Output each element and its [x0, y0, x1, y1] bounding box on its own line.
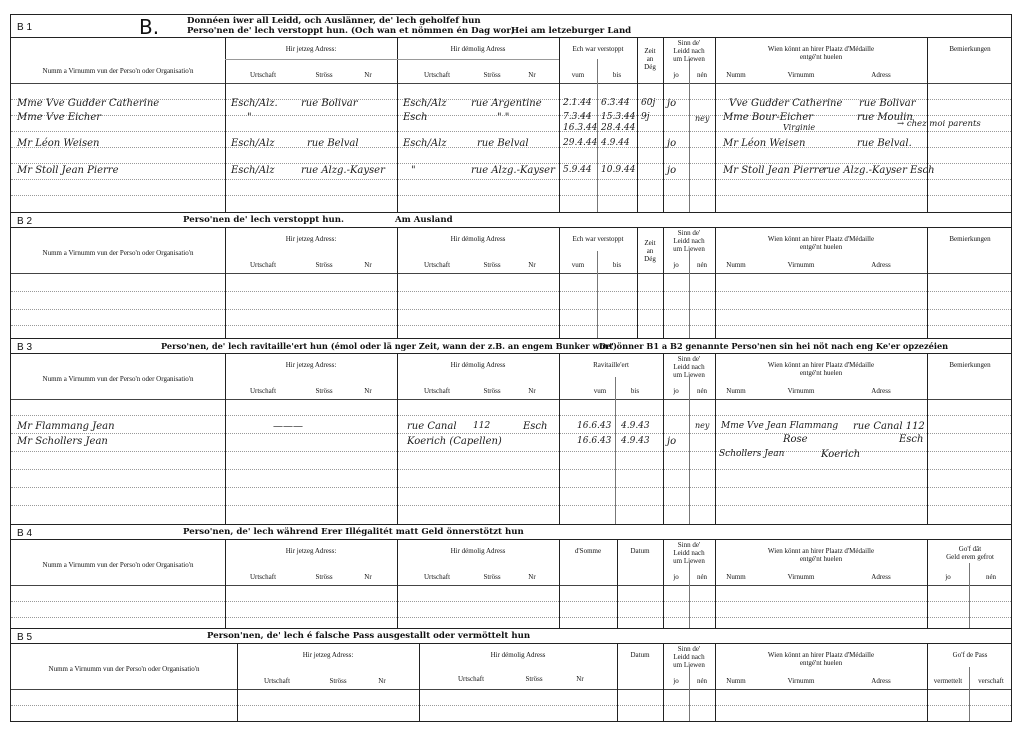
b5-verschaft-header: verschaft	[978, 677, 1004, 685]
b1-row5-from: 5.9.44	[563, 165, 592, 175]
b5-cur-place-header: Urtschaft	[263, 677, 291, 685]
b1-former-address-header: Hir démolig Adress	[450, 45, 506, 53]
b1-old-place-header: Urtschaft	[423, 71, 451, 79]
b5-medal-firstname-header: Virnumm	[787, 677, 815, 685]
b1-sense-header-2: Leidd nach	[673, 47, 705, 55]
section-b3-title-extra: De' önner B1 a B2 genannte Perso'nen sin hei nöt nach eng Ke'er opzezéien	[599, 341, 949, 351]
section-b1-title-line2: Perso'nen de' lech verstoppt hun. (Och wan et nömmen én Dag wor)	[187, 26, 515, 36]
b3-medal-name-header: Numm	[726, 387, 746, 395]
b5-cur-street-header: Ströss	[329, 677, 347, 685]
b2-sense-header-2: Leidd nach	[673, 237, 705, 245]
b5-pass-given-header: Go'f de Pass	[952, 651, 988, 659]
b4-date-header: Datum	[630, 547, 650, 555]
b5-sense-header-2: Leidd nach	[673, 653, 705, 661]
b3-row1-old-place: Esch	[523, 421, 548, 432]
b1-row3-remark: → chez moi parents	[897, 119, 981, 129]
b2-old-street-header: Ströss	[483, 261, 501, 269]
b5-medal-name-header: Numm	[726, 677, 746, 685]
b1-old-street-header: Ströss	[483, 71, 501, 79]
b1-sense-header-3: um Liewen	[673, 55, 705, 63]
b1-row1-medal-address: rue Bolivar	[859, 98, 916, 109]
b1-row2-to: 15.3.44	[601, 112, 636, 122]
b3-sense-header-3: um Liewen	[673, 371, 705, 379]
b3-row1-old-nr: 112	[473, 421, 491, 431]
section-b2-title-extra: Am Ausland	[395, 215, 453, 225]
b1-row4-from: 29.4.44	[563, 138, 598, 148]
b1-from-header: vum	[571, 71, 585, 79]
b1-no-header: nén	[696, 71, 708, 79]
b3-medal-address-header: Adress	[871, 387, 891, 395]
b3-row2-medal-name: Schollers Jean	[719, 449, 785, 459]
b1-time-header-3: Dég	[644, 63, 656, 71]
b3-from-header: vum	[593, 387, 607, 395]
b1-row4-old-street: rue Belval	[477, 138, 529, 149]
section-b5-title: Person'nen, de' lech é falsche Pass ausgestallt oder vermöttelt hun	[207, 631, 531, 641]
b2-medal-name-header: Numm	[726, 261, 746, 269]
b4-sense-header-2: Leidd nach	[673, 549, 705, 557]
b1-cur-street-header: Ströss	[315, 71, 333, 79]
b4-name-header: Numm a Virnumm vun der Perso'n oder Organisatio'n	[42, 561, 194, 569]
b1-row2-old-street: " "	[497, 112, 510, 123]
b1-row1-from: 2.1.44	[563, 98, 592, 108]
b5-no-header: nén	[696, 677, 708, 685]
section-b2-id: B 2	[17, 216, 33, 227]
b1-row1-days: 60j	[641, 98, 656, 108]
section-b1	[10, 14, 1012, 214]
b1-row5-cur-street: rue Alzg.-Kayser	[301, 165, 385, 176]
b3-row1-medal-place: Esch	[899, 434, 924, 445]
b3-cur-place-header: Urtschaft	[249, 387, 277, 395]
b1-row1-yes: jo	[667, 98, 677, 109]
b2-remarks-header: Bemierkungen	[949, 235, 991, 243]
b1-row3-to: 28.4.44	[601, 123, 636, 133]
b3-row1-to: 4.9.43	[621, 421, 650, 431]
b2-sense-header-1: Sinn de'	[677, 229, 701, 237]
b1-row5-cur-place: Esch/Alz	[231, 165, 275, 176]
b4-yes-header: jo	[673, 573, 679, 581]
b4-current-address-header: Hir jetzeg Adress:	[285, 547, 337, 555]
b3-row2-old-street: Koerich (Capellen)	[407, 436, 502, 447]
b1-row5-yes: jo	[667, 165, 677, 176]
b4-cur-place-header: Urtschaft	[249, 573, 277, 581]
b1-row4-old-place: Esch/Alz	[403, 138, 447, 149]
section-b5	[10, 628, 1012, 722]
b3-medal-header-2: entgé'nt huelen	[799, 369, 843, 377]
b1-current-address-header: Hir jetzeg Adress:	[285, 45, 337, 53]
b2-yes-header: jo	[673, 261, 679, 269]
b2-current-address-header: Hir jetzeg Adress:	[285, 235, 337, 243]
b5-old-place-header: Urtschaft	[457, 675, 485, 683]
b1-time-header-1: Zeit	[644, 47, 656, 55]
b5-medal-address-header: Adress	[871, 677, 891, 685]
b2-medal-address-header: Adress	[871, 261, 891, 269]
b4-medal-name-header: Numm	[726, 573, 746, 581]
b3-row1-from: 16.6.43	[577, 421, 612, 431]
section-b3	[10, 338, 1012, 526]
b1-yes-header: jo	[673, 71, 679, 79]
b3-old-nr-header: Nr	[528, 387, 536, 395]
b1-medal-address-header: Adress	[871, 71, 891, 79]
b1-row2-medal-address: rue Moulin	[857, 112, 913, 123]
b1-row5-to: 10.9.44	[601, 165, 636, 175]
b1-row3-medal-firstname: Virginie	[783, 123, 816, 132]
b2-no-header: nén	[696, 261, 708, 269]
b3-medal-firstname-header: Virnumm	[787, 387, 815, 395]
b5-current-address-header: Hir jetzeg Adress:	[302, 651, 354, 659]
section-b3-id: B 3	[17, 342, 33, 353]
b4-sense-header-1: Sinn de'	[677, 541, 701, 549]
b3-old-place-header: Urtschaft	[423, 387, 451, 395]
b5-medal-header-1: Wien könnt an hirer Plaatz d'Médaille	[767, 651, 875, 659]
b5-sense-header-1: Sinn de'	[677, 645, 701, 653]
b1-row4-cur-place: Esch/Alz	[231, 138, 275, 149]
b1-hidden-header: Ech war verstoppt	[572, 45, 624, 53]
b1-row1-to: 6.3.44	[601, 98, 630, 108]
b1-to-header: bis	[612, 71, 622, 79]
b1-cur-place-header: Urtschaft	[249, 71, 277, 79]
b5-old-nr-header: Nr	[576, 675, 584, 683]
b2-name-header: Numm a Virnumm vun der Perso'n oder Organisatio'n	[42, 249, 194, 257]
b2-time-header-1: Zeit	[644, 239, 656, 247]
section-b2-title: Perso'nen de' lech verstoppt hun.	[183, 215, 344, 225]
b1-row1-medal-name: Vve Gudder Catherine	[729, 98, 843, 109]
b3-to-header: bis	[630, 387, 640, 395]
b1-row5-name: Mr Stoll Jean Pierre	[17, 165, 119, 176]
b3-row1-medal-firstname: Rose	[783, 434, 808, 445]
b1-cur-nr-header: Nr	[364, 71, 372, 79]
b4-money-back-header-2: Geld erem gefrot	[946, 553, 994, 561]
b1-row5-medal-name: Mr Stoll Jean Pierre	[723, 165, 825, 176]
b1-sense-header-1: Sinn de'	[677, 39, 701, 47]
b2-sense-header-3: um Liewen	[673, 245, 705, 253]
section-b2	[10, 212, 1012, 340]
b2-hidden-header: Ech war verstoppt	[572, 235, 624, 243]
b1-row2-medal-name: Mme Bour-Eicher	[723, 112, 814, 123]
b1-row4-medal-name: Mr Léon Weisen	[723, 138, 806, 149]
b3-sense-header-2: Leidd nach	[673, 363, 705, 371]
b1-medal-header-1: Wien könnt an hirer Plaatz d'Médaille	[767, 45, 875, 53]
b4-sense-header-3: um Liewen	[673, 557, 705, 565]
b1-row2-old-place: Esch	[403, 112, 428, 123]
form-letter: B.	[139, 15, 160, 39]
section-b4	[10, 524, 1012, 630]
b1-row4-cur-street: rue Belval	[307, 138, 359, 149]
b4-medal-address-header: Adress	[871, 573, 891, 581]
b4-money-back-header-1: Go'f dât	[958, 545, 982, 553]
b1-row1-cur-street: rue Bolivar	[301, 98, 358, 109]
b5-old-street-header: Ströss	[525, 675, 543, 683]
b4-medal-firstname-header: Virnumm	[787, 573, 815, 581]
b3-row1-old-street: rue Canal	[407, 421, 457, 432]
b4-old-street-header: Ströss	[483, 573, 501, 581]
b1-row1-old-street: rue Argentine	[471, 98, 542, 109]
b4-medal-header-1: Wien könnt an hirer Plaatz d'Médaille	[767, 547, 875, 555]
b3-remarks-header: Bemierkungen	[949, 361, 991, 369]
b1-row5-old-place: "	[411, 165, 416, 176]
b3-provisioned-header: Ravitaille'ert	[593, 361, 629, 369]
section-b1-title-extra: Hei am letzeburger Land	[511, 26, 632, 36]
b2-medal-firstname-header: Virnumm	[787, 261, 815, 269]
b2-cur-street-header: Ströss	[315, 261, 333, 269]
b3-row1-medal-address: rue Canal 112	[853, 421, 925, 432]
b5-yes-header: jo	[673, 677, 679, 685]
b1-time-header-2: an	[646, 55, 654, 63]
b1-medal-name-header: Numm	[726, 71, 746, 79]
b3-row2-medal-address: Koerich	[821, 449, 861, 460]
b5-sense-header-3: um Liewen	[673, 661, 705, 669]
section-b4-id: B 4	[17, 528, 33, 539]
b1-medal-header-2: entgé'nt huelen	[799, 53, 843, 61]
b5-name-header: Numm a Virnumm vun der Perso'n oder Organisatio'n	[48, 665, 200, 673]
b2-medal-header-2: entgé'nt huelen	[799, 243, 843, 251]
b1-row2-days: 9j	[641, 112, 650, 122]
form-sheet	[10, 6, 1012, 724]
b5-cur-nr-header: Nr	[378, 677, 386, 685]
b1-row5-medal-address: rue Alzg.-Kayser Esch	[823, 165, 935, 176]
b3-no-header: nén	[696, 387, 708, 395]
b1-medal-firstname-header: Virnumm	[787, 71, 815, 79]
b3-cur-nr-header: Nr	[364, 387, 372, 395]
b5-former-address-header: Hir démolig Adress	[490, 651, 546, 659]
b1-row2-from: 7.3.44	[563, 112, 592, 122]
b1-row4-yes: jo	[667, 138, 677, 149]
b3-row2-name: Mr Schollers Jean	[17, 436, 108, 447]
b2-old-place-header: Urtschaft	[423, 261, 451, 269]
b4-cur-nr-header: Nr	[364, 573, 372, 581]
b3-row2-from: 16.6.43	[577, 436, 612, 446]
b3-row1-current: ———	[273, 421, 303, 432]
b3-row2-yes: jo	[667, 436, 677, 447]
b3-row1-no: ney	[695, 421, 710, 430]
section-b5-id: B 5	[17, 632, 33, 643]
b3-row1-name: Mr Flammang Jean	[17, 421, 115, 432]
b2-cur-nr-header: Nr	[364, 261, 372, 269]
b1-row5-old-street: rue Alzg.-Kayser	[471, 165, 555, 176]
b3-old-street-header: Ströss	[483, 387, 501, 395]
b3-name-header: Numm a Virnumm vun der Perso'n oder Organisatio'n	[42, 375, 194, 383]
b1-row1-cur-place: Esch/Alz.	[231, 98, 278, 109]
b3-row1-medal-name: Mme Vve Jean Flammang	[721, 421, 839, 431]
b3-row2-to: 4.9.43	[621, 436, 650, 446]
b4-no-header: nén	[696, 573, 708, 581]
b4-old-place-header: Urtschaft	[423, 573, 451, 581]
b4-sum-header: d'Somme	[574, 547, 602, 555]
b3-medal-header-1: Wien könnt an hirer Plaatz d'Médaille	[767, 361, 875, 369]
b4-old-nr-header: Nr	[528, 573, 536, 581]
b3-cur-street-header: Ströss	[315, 387, 333, 395]
b3-former-address-header: Hir démolig Adress	[450, 361, 506, 369]
b3-sense-header-1: Sinn de'	[677, 355, 701, 363]
b4-former-address-header: Hir démolig Adress	[450, 547, 506, 555]
b2-time-header-3: Dég	[644, 255, 656, 263]
b3-current-address-header: Hir jetzeg Adress:	[285, 361, 337, 369]
b2-to-header: bis	[612, 261, 622, 269]
b2-old-nr-header: Nr	[528, 261, 536, 269]
b2-from-header: vum	[571, 261, 585, 269]
b1-row1-old-place: Esch/Alz	[403, 98, 447, 109]
b1-row2-cur-place: "	[247, 112, 252, 123]
b1-row4-name: Mr Léon Weisen	[17, 138, 100, 149]
b1-remarks-header: Bemierkungen	[949, 45, 991, 53]
section-b1-id: B 1	[17, 22, 33, 33]
b2-cur-place-header: Urtschaft	[249, 261, 277, 269]
section-b3-title: Perso'nen, de' lech ravitaille'ert hun (émol oder lä nger Zeit, wann der z.B. an engem Bunker wort)	[161, 341, 617, 351]
b5-issued-header: vermettelt	[933, 677, 963, 685]
b1-row2-name: Mme Vve Eicher	[17, 112, 102, 123]
b2-time-header-2: an	[646, 247, 654, 255]
b1-name-header: Numm a Virnumm vun der Perso'n oder Organisatio'n	[42, 67, 194, 75]
b5-medal-header-2: entgé'nt huelen	[799, 659, 843, 667]
b4-money-no-header: nén	[985, 573, 997, 581]
b5-date-header: Datum	[630, 651, 650, 659]
b1-old-nr-header: Nr	[528, 71, 536, 79]
b3-yes-header: jo	[673, 387, 679, 395]
b1-row3-from: 16.3.44	[563, 123, 598, 133]
b4-medal-header-2: entgé'nt huelen	[799, 555, 843, 563]
b1-row2-no: ney	[695, 114, 710, 123]
b1-row1-name: Mme Vve Gudder Catherine	[17, 98, 160, 109]
b1-row4-to: 4.9.44	[601, 138, 630, 148]
b1-row4-medal-address: rue Belval.	[857, 138, 912, 149]
b2-medal-header-1: Wien könnt an hirer Plaatz d'Médaille	[767, 235, 875, 243]
b2-former-address-header: Hir démolig Adress	[450, 235, 506, 243]
b4-money-yes-header: jo	[945, 573, 951, 581]
b4-cur-street-header: Ströss	[315, 573, 333, 581]
section-b1-title-line1: Donnéen iwer all Leidd, och Auslänner, de' lech geholfef hun	[187, 16, 481, 26]
section-b4-title: Perso'nen, de' lech während Erer Illégalitét matt Geld önnerstötzt hun	[183, 527, 524, 537]
